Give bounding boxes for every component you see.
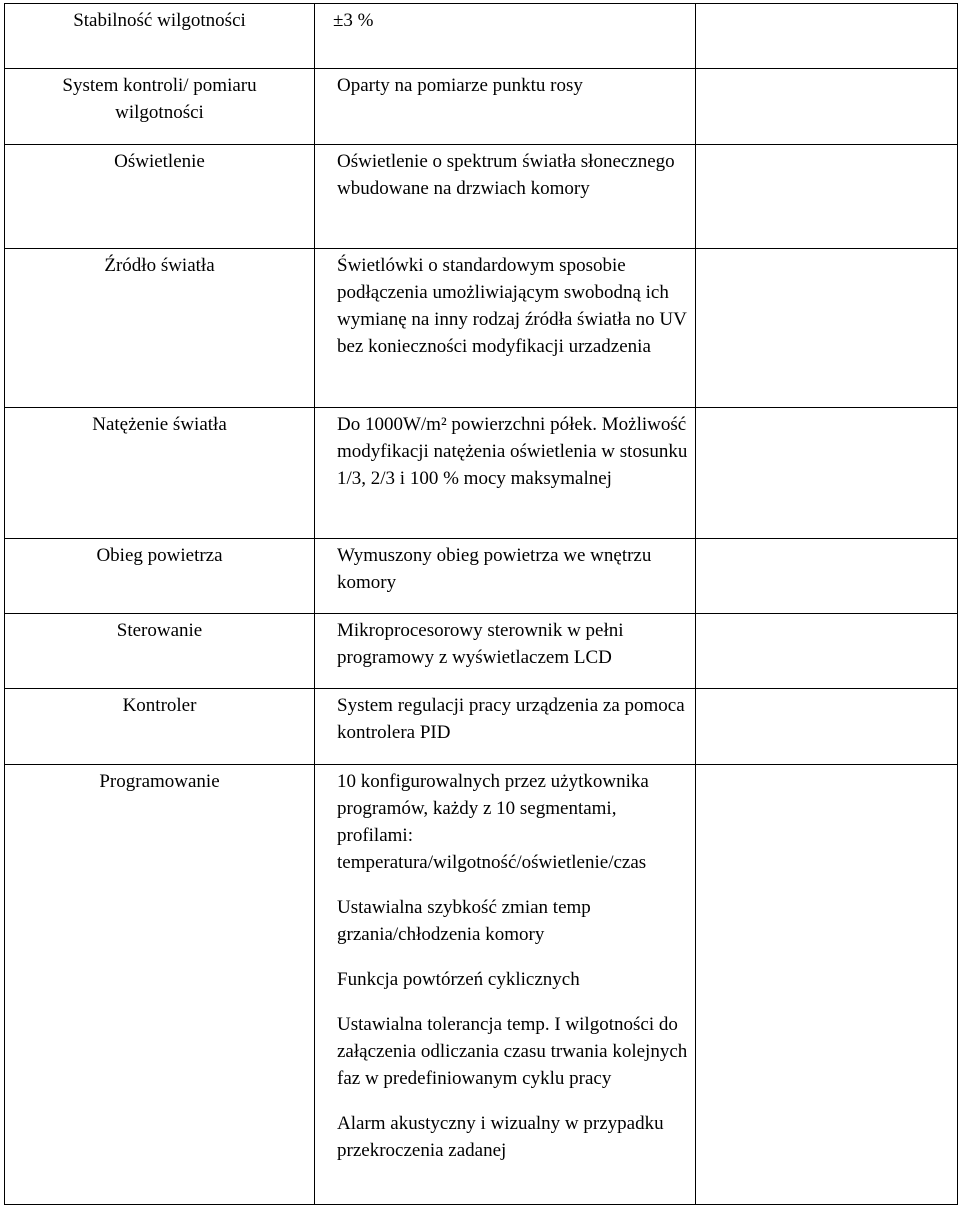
row-label: System kontroli/ pomiaru wilgotności: [62, 75, 257, 123]
paragraph-gap: [337, 876, 689, 894]
row-value: Mikroprocesorowy sterownik w pełni programowy z wyświetlaczem LCD: [337, 620, 624, 668]
row-value: Świetlówki o standardowym sposobie podłączenia umożliwiającym swobodną ich wymianę na inny rodzaj źródła światła no UV bez konieczności modyfikacji urzadzenia: [337, 255, 687, 357]
row-label: Kontroler: [122, 695, 197, 716]
paragraph-gap: [337, 1092, 689, 1110]
row-label-cell: [5, 689, 315, 765]
empty-cell: [696, 69, 958, 145]
row-value-cell: [315, 145, 696, 249]
empty-cell: [696, 249, 958, 408]
row-value: Wymuszony obieg powietrza we wnętrzu komory: [337, 545, 652, 593]
row-value: Oparty na pomiarze punktu rosy: [337, 75, 583, 96]
paragraph-gap: [337, 948, 689, 966]
row-value-cell: [315, 4, 696, 69]
empty-cell: [696, 4, 958, 69]
row-label: Oświetlenie: [114, 151, 205, 172]
paragraph-gap: [337, 993, 689, 1011]
row-label: Sterowanie: [116, 620, 203, 641]
programming-feature: Ustawialna szybkość zmian temp grzania/chłodzenia komory: [337, 897, 591, 945]
row-label-cell: [5, 765, 315, 1205]
row-label-cell: [5, 614, 315, 689]
empty-cell: [696, 765, 958, 1205]
table-row: [5, 765, 958, 1205]
table-row: [5, 408, 958, 539]
row-value-cell: [315, 689, 696, 765]
row-value-cell: [315, 539, 696, 614]
table-row: [5, 614, 958, 689]
programming-feature: 10 konfigurowalnych przez użytkownika programów, każdy z 10 segmentami, profilami: temperatura/wilgotność/oświetlenie/czas: [337, 771, 649, 873]
row-label-cell: [5, 69, 315, 145]
empty-cell: [696, 145, 958, 249]
table-row: [5, 539, 958, 614]
table-row: [5, 689, 958, 765]
row-value: Do 1000W/m² powierzchni półek. Możliwość modyfikacji natężenia oświetlenia w stosunku 1/3, 2/3 i 100 % mocy maksymalnej: [337, 414, 688, 489]
empty-cell: [696, 408, 958, 539]
row-value-cell: [315, 249, 696, 408]
programming-feature: Ustawialna tolerancja temp. I wilgotności do załączenia odliczania czasu trwania kolejnych faz w predefiniowanym cyklu pracy: [337, 1014, 688, 1089]
empty-cell: [696, 614, 958, 689]
table-row: [5, 4, 958, 69]
row-label-cell: [5, 145, 315, 249]
row-value: Oświetlenie o spektrum światła słonecznego wbudowane na drzwiach komory: [337, 151, 675, 199]
table-row: [5, 69, 958, 145]
row-label: Źródło światła: [104, 255, 215, 276]
row-label: Obieg powietrza: [96, 545, 223, 566]
row-label-cell: [5, 408, 315, 539]
row-value: ±3 %: [333, 10, 374, 31]
table-row: [5, 249, 958, 408]
row-value-cell: [315, 614, 696, 689]
table-row: [5, 145, 958, 249]
row-value-cell: [315, 408, 696, 539]
spec-table: [4, 3, 958, 1205]
programming-feature: Funkcja powtórzeń cyklicznych: [337, 969, 580, 990]
row-value-list: [333, 768, 695, 1164]
programming-feature: Alarm akustyczny i wizualny w przypadku przekroczenia zadanej: [337, 1113, 664, 1161]
row-label-cell: [5, 539, 315, 614]
row-label-cell: [5, 4, 315, 69]
row-value: System regulacji pracy urządzenia za pomoca kontrolera PID: [337, 695, 685, 743]
row-label: Stabilność wilgotności: [73, 10, 246, 31]
empty-cell: [696, 539, 958, 614]
empty-cell: [696, 689, 958, 765]
row-value-cell: [315, 765, 696, 1205]
row-label: Programowanie: [99, 771, 220, 792]
row-value-cell: [315, 69, 696, 145]
row-label: Natężenie światła: [92, 414, 227, 435]
row-label-cell: [5, 249, 315, 408]
